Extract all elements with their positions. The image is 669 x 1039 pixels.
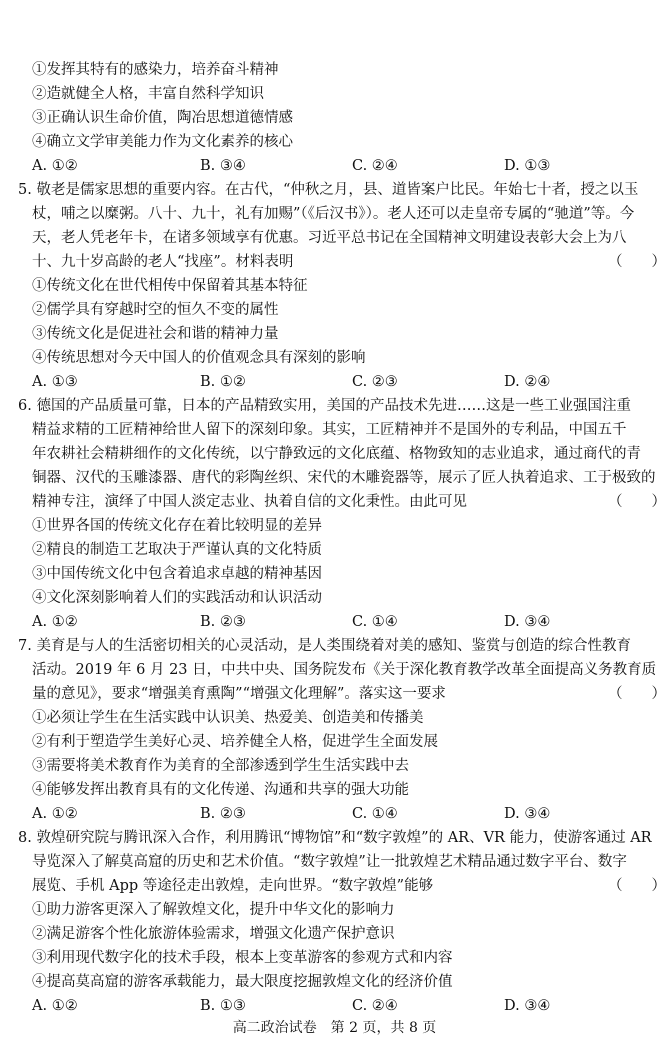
option-item: ②有利于塑造学生美好心灵、培养健全人格，促进学生全面发展 [32, 734, 438, 750]
question-stem-line: 8. 敦煌研究院与腾讯深入合作，利用腾讯“博物馆”和“数字敦煌”的 AR、VR 能力，使游客通过 AR [18, 830, 652, 846]
option-item: ①必须让学生在生活实践中认识美、热爱美、创造美和传播美 [32, 710, 424, 726]
choice-d: D. ①③ [504, 158, 551, 174]
choice-c: C. ②④ [352, 998, 398, 1014]
choice-d: D. ②④ [504, 374, 551, 390]
option-item: ④传统思想对今天中国人的价值观念具有深刻的影响 [32, 350, 366, 366]
option-item: ②造就健全人格，丰富自然科学知识 [32, 86, 264, 102]
option-item: ②儒学具有穿越时空的恒久不变的属性 [32, 302, 279, 318]
option-item: ③需要将美术教育作为美育的全部渗透到学生生活实践中去 [32, 758, 409, 774]
option-item: ④确立文学审美能力作为文化素养的核心 [32, 134, 293, 150]
option-item: ④提高莫高窟的游客承载能力，最大限度挖掘敦煌文化的经济价值 [32, 974, 453, 990]
choice-c: C. ②③ [352, 374, 398, 390]
option-item: ③中国传统文化中包含着追求卓越的精神基因 [32, 566, 322, 582]
choice-c: C. ②④ [352, 158, 398, 174]
answer-parentheses: （ ） [608, 686, 666, 702]
option-item: ④能够发挥出教育具有的文化传递、沟通和共享的强大功能 [32, 782, 409, 798]
option-item: ④文化深刻影响着人们的实践活动和认识活动 [32, 590, 322, 606]
choice-d: D. ③④ [504, 614, 551, 630]
question-stem-line: 年农耕社会精耕细作的文化传统，以宁静致远的文化底蕴、格物致知的志业追求，通过商代的青 [32, 446, 641, 462]
option-item: ①发挥其特有的感染力，培养奋斗精神 [32, 62, 279, 78]
question-stem-line: 展览、手机 App 等途径走出敦煌，走向世界。“数字敦煌”能够 [32, 878, 434, 894]
answer-parentheses: （ ） [608, 494, 666, 510]
choice-b: B. ②③ [200, 806, 246, 822]
choice-a: A. ①② [32, 806, 78, 822]
choice-a: A. ①③ [32, 374, 78, 390]
choice-c: C. ①④ [352, 806, 398, 822]
option-item: ②满足游客个性化旅游体验需求，增强文化遗产保护意识 [32, 926, 395, 942]
choice-b: B. ③④ [200, 158, 246, 174]
choice-c: C. ①④ [352, 614, 398, 630]
question-stem-line: 量的意见》，要求“增强美育熏陶”“增强文化理解”。落实这一要求 [32, 686, 446, 702]
question-stem-line: 活动。2019 年 6 月 23 日，中共中央、国务院发布《关于深化教育教学改革全面提高义务教育质 [32, 662, 657, 678]
option-item: ③正确认识生命价值，陶冶思想道德情感 [32, 110, 293, 126]
choice-b: B. ①③ [200, 998, 246, 1014]
choice-a: A. ①② [32, 998, 78, 1014]
choice-a: A. ①② [32, 614, 78, 630]
question-stem-line: 6. 德国的产品质量可靠，日本的产品精致实用，美国的产品技术先进……这是一些工业强国注重 [18, 398, 631, 414]
question-stem-line: 杖，哺之以糜粥。八十、九十，礼有加赐”（《后汉书》）。老人还可以走皇帝专属的“驰道”等。今 [32, 206, 635, 222]
option-item: ①世界各国的传统文化存在着比较明显的差异 [32, 518, 322, 534]
option-item: ②精良的制造工艺取决于严谨认真的文化特质 [32, 542, 322, 558]
choice-b: B. ①② [200, 374, 246, 390]
question-stem-line: 精益求精的工匠精神给世人留下的深刻印象。其实，工匠精神并不是国外的专利品，中国五千 [32, 422, 627, 438]
question-stem-line: 精神专注，演绎了中国人淡定志业、执着自信的文化秉性。由此可见 [32, 494, 467, 510]
question-stem-line: 十、九十岁高龄的老人“找座”。材料表明 [32, 254, 294, 270]
choice-d: D. ③④ [504, 806, 551, 822]
choice-a: A. ①② [32, 158, 78, 174]
choice-b: B. ②③ [200, 614, 246, 630]
question-stem-line: 铜器、汉代的玉雕漆器、唐代的彩陶丝织、宋代的木雕瓷器等，展示了匠人执着追求、工于极致的 [32, 470, 656, 486]
question-stem-line: 5. 敬老是儒家思想的重要内容。在古代，“仲秋之月，县、道皆案户比民。年始七十者，授之以玉 [18, 182, 639, 198]
question-stem-line: 天，老人凭老年卡，在诸多领域享有优惠。习近平总书记在全国精神文明建设表彰大会上为八 [32, 230, 627, 246]
option-item: ①助力游客更深入了解敦煌文化，提升中华文化的影响力 [32, 902, 395, 918]
option-item: ①传统文化在世代相传中保留着其基本特征 [32, 278, 308, 294]
option-item: ③传统文化是促进社会和谐的精神力量 [32, 326, 279, 342]
option-item: ③利用现代数字化的技术手段，根本上变革游客的参观方式和内容 [32, 950, 453, 966]
question-stem-line: 导览深入了解莫高窟的历史和艺术价值。“数字敦煌”让一批敦煌艺术精品通过数字平台、数字 [32, 854, 627, 870]
choice-d: D. ③④ [504, 998, 551, 1014]
answer-parentheses: （ ） [608, 878, 666, 894]
page-footer: 高二政治试卷 第 2 页，共 8 页 [232, 1020, 437, 1036]
question-stem-line: 7. 美育是与人的生活密切相关的心灵活动，是人类围绕着对美的感知、鉴赏与创造的综合性教育 [18, 638, 631, 654]
answer-parentheses: （ ） [608, 254, 666, 270]
